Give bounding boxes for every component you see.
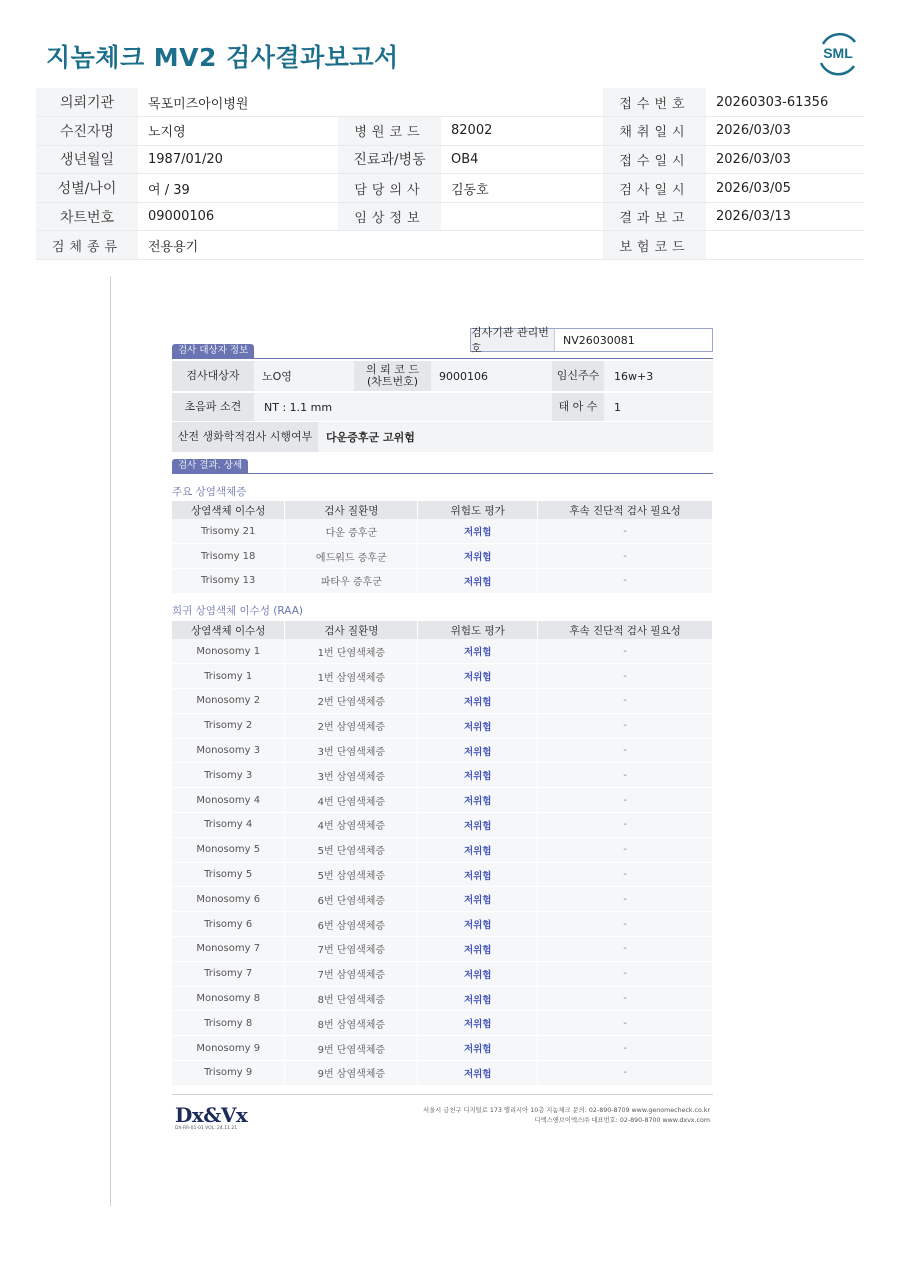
info-value: 20260303-61356 <box>706 88 864 117</box>
info-label: 채취일시 <box>603 117 706 146</box>
disease-cell: 5번 삼염색체증 <box>285 862 418 887</box>
risk-cell: 저위험 <box>418 544 538 569</box>
table-row <box>172 544 713 569</box>
subject-value: 노O영 <box>262 370 292 383</box>
risk-cell: 저위험 <box>418 887 538 912</box>
disease-cell: 4번 단염색체증 <box>285 788 418 813</box>
followup-cell: - <box>538 544 713 569</box>
aneuploidy-cell: Trisomy 21 <box>172 519 285 544</box>
margin-divider <box>110 276 111 1206</box>
info-label: 보험코드 <box>603 231 706 260</box>
table-row <box>172 788 713 813</box>
table-row <box>172 1011 713 1036</box>
followup-cell: - <box>538 689 713 714</box>
table-row <box>172 937 713 962</box>
info-value: 1987/01/20 <box>138 145 338 174</box>
risk-cell: 저위험 <box>418 961 538 986</box>
risk-cell: 저위험 <box>418 569 538 594</box>
info-value: 09000106 <box>138 202 338 231</box>
aneuploidy-cell: Trisomy 6 <box>172 912 285 937</box>
risk-cell: 저위험 <box>418 1061 538 1086</box>
patient-info-table <box>36 88 864 260</box>
disease-cell: 다운 증후군 <box>285 519 418 544</box>
column-header: 검사 질환명 <box>285 621 418 639</box>
prenatal-row <box>172 422 713 452</box>
risk-cell: 저위험 <box>418 689 538 714</box>
info-label: 접수번호 <box>603 88 706 117</box>
dxvx-logo: Dx&Vx <box>175 1103 248 1127</box>
risk-cell: 저위험 <box>418 1036 538 1061</box>
sml-logo <box>815 30 861 76</box>
info-value: 목포미즈아이병원 <box>138 88 603 117</box>
disease-cell: 8번 삼염색체증 <box>285 1011 418 1036</box>
aneuploidy-cell: Monosomy 4 <box>172 788 285 813</box>
table-row <box>172 1036 713 1061</box>
column-header: 상염색체 이수성 <box>172 501 285 519</box>
disease-cell: 3번 단염색체증 <box>285 738 418 763</box>
aneuploidy-cell: Trisomy 9 <box>172 1061 285 1086</box>
us-label: 초음파 소견 <box>172 393 254 421</box>
info-label: 의뢰기관 <box>36 88 138 117</box>
result-section-header <box>172 459 713 474</box>
followup-cell: - <box>538 664 713 689</box>
info-row <box>36 117 864 146</box>
aneuploidy-cell: Monosomy 6 <box>172 887 285 912</box>
footer-divider <box>172 1094 713 1095</box>
risk-cell: 저위험 <box>418 937 538 962</box>
info-value: 여 / 39 <box>138 174 338 203</box>
column-header: 후속 진단적 검사 필요성 <box>538 501 713 519</box>
column-header: 위험도 평가 <box>418 621 538 639</box>
main-aneuploidy-table <box>172 501 713 594</box>
info-value: 2026/03/03 <box>706 145 864 174</box>
table-row <box>172 569 713 594</box>
info-label: 결과보고 <box>603 202 706 231</box>
weeks-label: 임신주수 <box>552 361 604 391</box>
info-row <box>36 202 864 231</box>
aneuploidy-cell: Monosomy 7 <box>172 937 285 962</box>
risk-cell: 저위험 <box>418 664 538 689</box>
table-row <box>172 986 713 1011</box>
aneuploidy-cell: Monosomy 1 <box>172 639 285 664</box>
table-row <box>172 519 713 544</box>
subject-row <box>172 361 713 391</box>
aneuploidy-cell: Trisomy 3 <box>172 763 285 788</box>
aneuploidy-cell: Trisomy 18 <box>172 544 285 569</box>
info-value: 2026/03/05 <box>706 174 864 203</box>
disease-cell: 7번 단염색체증 <box>285 937 418 962</box>
disease-cell: 9번 단염색체증 <box>285 1036 418 1061</box>
risk-cell: 저위험 <box>418 639 538 664</box>
fetus-value: 1 <box>614 400 621 414</box>
aneuploidy-cell: Trisomy 5 <box>172 862 285 887</box>
followup-cell: - <box>538 1011 713 1036</box>
code-value: 9000106 <box>439 369 488 383</box>
followup-cell: - <box>538 887 713 912</box>
followup-cell: - <box>538 763 713 788</box>
risk-cell: 저위험 <box>418 519 538 544</box>
aneuploidy-cell: Monosomy 9 <box>172 1036 285 1061</box>
table-row <box>172 887 713 912</box>
risk-cell: 저위험 <box>418 813 538 838</box>
footer-address-line1: 서울시 금천구 디지털로 173 엘리시아 10층 지놈체크 문의: 02-890-8709 www.genomecheck.co.kr <box>423 1107 710 1114</box>
column-header: 검사 질환명 <box>285 501 418 519</box>
info-label: 생년월일 <box>36 145 138 174</box>
table-row <box>172 763 713 788</box>
prenatal-value: 다운증후군 고위험 <box>326 431 415 444</box>
table-row <box>172 813 713 838</box>
risk-cell: 저위험 <box>418 738 538 763</box>
table-row <box>172 912 713 937</box>
code-label-line1: 의 뢰 코 드 <box>366 362 419 376</box>
followup-cell: - <box>538 519 713 544</box>
disease-cell: 1번 삼염색체증 <box>285 664 418 689</box>
aneuploidy-cell: Monosomy 8 <box>172 986 285 1011</box>
aneuploidy-cell: Monosomy 2 <box>172 689 285 714</box>
disease-cell: 8번 단염색체증 <box>285 986 418 1011</box>
disease-cell: 3번 삼염색체증 <box>285 763 418 788</box>
info-label: 성별/나이 <box>36 174 138 203</box>
info-label: 담당의사 <box>338 174 441 203</box>
disease-cell: 2번 단염색체증 <box>285 689 418 714</box>
risk-cell: 저위험 <box>418 862 538 887</box>
prenatal-label: 산전 생화학적검사 시행여부 <box>172 422 318 452</box>
followup-cell: - <box>538 1036 713 1061</box>
subject-section-header <box>172 344 713 359</box>
info-label: 차트번호 <box>36 202 138 231</box>
rare-subheading: 희귀 상염색체 이수성 (RAA) <box>172 605 304 617</box>
svg-text:SML: SML <box>823 45 853 61</box>
aneuploidy-cell: Trisomy 13 <box>172 569 285 594</box>
disease-cell: 5번 단염색체증 <box>285 837 418 862</box>
info-label: 검체종류 <box>36 231 138 260</box>
disease-cell: 6번 단염색체증 <box>285 887 418 912</box>
fetus-label: 태 아 수 <box>552 393 604 421</box>
column-header: 상염색체 이수성 <box>172 621 285 639</box>
aneuploidy-cell: Monosomy 5 <box>172 837 285 862</box>
info-value <box>706 231 864 260</box>
followup-cell: - <box>538 788 713 813</box>
table-row <box>172 738 713 763</box>
followup-cell: - <box>538 837 713 862</box>
info-value: 김동호 <box>441 174 603 203</box>
disease-cell: 9번 삼염색체증 <box>285 1061 418 1086</box>
followup-cell: - <box>538 1061 713 1086</box>
risk-cell: 저위험 <box>418 713 538 738</box>
code-label-line2: (차트번호) <box>366 375 419 388</box>
mgmt-label: 검사기관 관리번호 <box>471 329 555 351</box>
disease-cell: 에드워드 증후군 <box>285 544 418 569</box>
info-row <box>36 174 864 203</box>
aneuploidy-cell: Trisomy 1 <box>172 664 285 689</box>
page-title: 지놈체크 MV2 검사결과보고서 <box>46 43 399 72</box>
info-value: 2026/03/03 <box>706 117 864 146</box>
info-row <box>36 231 864 260</box>
footer-address-line2: 디엑스앤브이엑스㈜ 대표번호: 02-890-8700 www.dxvx.com <box>534 1116 710 1124</box>
disease-cell: 7번 삼염색체증 <box>285 961 418 986</box>
info-label: 병원코드 <box>338 117 441 146</box>
us-value: NT : 1.1 mm <box>264 400 333 414</box>
code-label <box>354 361 431 391</box>
followup-cell: - <box>538 813 713 838</box>
info-row <box>36 145 864 174</box>
info-row <box>36 88 864 117</box>
disease-cell: 파타우 증후군 <box>285 569 418 594</box>
disease-cell: 4번 삼염색체증 <box>285 813 418 838</box>
risk-cell: 저위험 <box>418 788 538 813</box>
info-value: OB4 <box>441 145 603 174</box>
table-row <box>172 862 713 887</box>
doc-code: DX-RR-01-01 VOL. 24.11.21 <box>175 1126 238 1131</box>
followup-cell: - <box>538 937 713 962</box>
section-tag: 검사 대상자 정보 <box>172 344 254 358</box>
table-header-row <box>172 621 713 639</box>
info-value: 노지영 <box>138 117 338 146</box>
footer-address <box>423 1106 710 1126</box>
info-label: 진료과/병동 <box>338 145 441 174</box>
risk-cell: 저위험 <box>418 837 538 862</box>
aneuploidy-cell: Monosomy 3 <box>172 738 285 763</box>
info-value <box>441 202 603 231</box>
mgmt-value: NV26030081 <box>563 333 635 347</box>
info-label: 접수일시 <box>603 145 706 174</box>
followup-cell: - <box>538 639 713 664</box>
followup-cell: - <box>538 912 713 937</box>
table-row <box>172 689 713 714</box>
ultrasound-row <box>172 393 713 421</box>
disease-cell: 6번 삼염색체증 <box>285 912 418 937</box>
aneuploidy-cell: Trisomy 8 <box>172 1011 285 1036</box>
risk-cell: 저위험 <box>418 986 538 1011</box>
risk-cell: 저위험 <box>418 763 538 788</box>
aneuploidy-cell: Trisomy 7 <box>172 961 285 986</box>
aneuploidy-cell: Trisomy 4 <box>172 813 285 838</box>
followup-cell: - <box>538 986 713 1011</box>
table-row <box>172 639 713 664</box>
info-value: 전용용기 <box>138 231 603 260</box>
rare-aneuploidy-table <box>172 621 713 1086</box>
table-row <box>172 1061 713 1086</box>
table-row <box>172 961 713 986</box>
table-row <box>172 713 713 738</box>
followup-cell: - <box>538 738 713 763</box>
disease-cell: 1번 단염색체증 <box>285 639 418 664</box>
info-label: 수진자명 <box>36 117 138 146</box>
followup-cell: - <box>538 713 713 738</box>
info-label: 임상정보 <box>338 202 441 231</box>
info-value: 82002 <box>441 117 603 146</box>
followup-cell: - <box>538 862 713 887</box>
risk-cell: 저위험 <box>418 912 538 937</box>
followup-cell: - <box>538 961 713 986</box>
table-row <box>172 837 713 862</box>
disease-cell: 2번 삼염색체증 <box>285 713 418 738</box>
section-tag: 검사 결과. 상세 <box>172 459 248 473</box>
weeks-value: 16w+3 <box>614 369 654 383</box>
aneuploidy-cell: Trisomy 2 <box>172 713 285 738</box>
followup-cell: - <box>538 569 713 594</box>
info-value: 2026/03/13 <box>706 202 864 231</box>
main-subheading: 주요 상염색체증 <box>172 486 247 498</box>
column-header: 위험도 평가 <box>418 501 538 519</box>
info-label: 검사일시 <box>603 174 706 203</box>
subject-label: 검사대상자 <box>172 361 254 391</box>
risk-cell: 저위험 <box>418 1011 538 1036</box>
column-header: 후속 진단적 검사 필요성 <box>538 621 713 639</box>
table-row <box>172 664 713 689</box>
table-header-row <box>172 501 713 519</box>
